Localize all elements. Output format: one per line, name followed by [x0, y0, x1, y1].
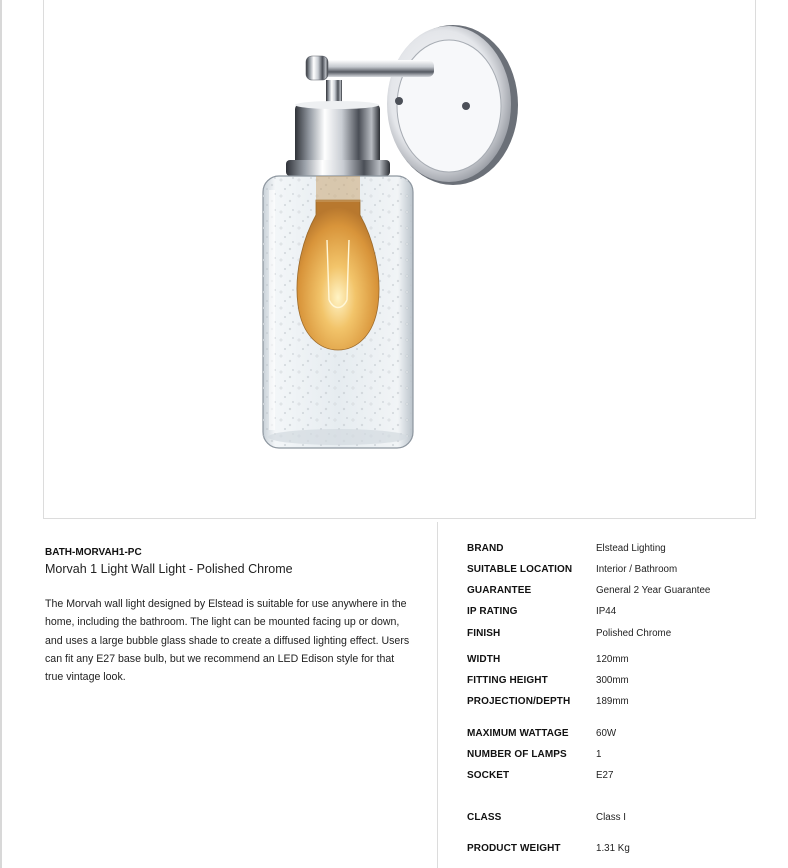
- lamp-holder: [286, 101, 390, 176]
- spec-label: CLASS: [467, 812, 502, 823]
- spec-row-number-of-lamps: [467, 749, 767, 763]
- spec-row-brand: [467, 543, 767, 557]
- page-left-rule: [0, 0, 2, 868]
- spec-value: 300mm: [596, 675, 629, 686]
- spec-value: 120mm: [596, 654, 629, 665]
- spec-value: 60W: [596, 728, 617, 739]
- spec-row-width: [467, 654, 767, 668]
- spec-row-guarantee: [467, 585, 767, 599]
- spec-label: BRAND: [467, 543, 504, 554]
- product-sku: BATH-MORVAH1-PC: [45, 547, 142, 558]
- product-title: Morvah 1 Light Wall Light - Polished Chrome: [45, 562, 293, 576]
- spec-label: NUMBER OF LAMPS: [467, 749, 567, 760]
- spec-value: 1.31 Kg: [596, 843, 630, 854]
- spec-row-maximum-wattage: [467, 728, 767, 742]
- spec-label: SUITABLE LOCATION: [467, 564, 573, 575]
- spec-label: PRODUCT WEIGHT: [467, 843, 561, 854]
- column-divider: [437, 522, 438, 868]
- spec-value: 189mm: [596, 696, 629, 707]
- spec-value: 1: [596, 749, 602, 760]
- spec-label: PROJECTION/DEPTH: [467, 696, 571, 707]
- spec-value: E27: [596, 770, 614, 781]
- product-description: The Morvah wall light designed by Elstead is suitable for use anywhere in the home, including the bathroom. The light can be mounted facing up or down, and uses a large bubble glass shade to create a diffused lighting effect. Users can fit any E27 base bulb, but we recommend an LED Edison style for that true vintage look.: [45, 598, 410, 684]
- spec-label: IP RATING: [467, 606, 518, 617]
- spec-label: SOCKET: [467, 770, 510, 781]
- spec-label: FINISH: [467, 628, 501, 639]
- spec-value: Elstead Lighting: [596, 543, 666, 554]
- spec-row-fitting-height: [467, 675, 767, 689]
- product-photo-wall-light: [44, 0, 757, 519]
- spec-label: GUARANTEE: [467, 585, 532, 596]
- spec-value: Class I: [596, 812, 626, 823]
- product-image-frame: [43, 0, 756, 519]
- spec-value: Polished Chrome: [596, 628, 672, 639]
- spec-row-finish: [467, 628, 767, 642]
- spec-value: General 2 Year Guarantee: [596, 585, 711, 596]
- spec-row-suitable-location: [467, 564, 767, 578]
- spec-value: Interior / Bathroom: [596, 564, 678, 575]
- spec-row-projection-depth: [467, 696, 767, 710]
- spec-label: WIDTH: [467, 654, 501, 665]
- wall-backplate: [387, 25, 518, 185]
- spec-row-socket: [467, 770, 767, 784]
- spec-row-ip-rating: [467, 606, 767, 620]
- spec-value: IP44: [596, 606, 617, 617]
- spec-label: MAXIMUM WATTAGE: [467, 728, 569, 739]
- spec-row-class: [467, 812, 767, 826]
- spec-row-product-weight: [467, 843, 767, 857]
- spec-label: FITTING HEIGHT: [467, 675, 548, 686]
